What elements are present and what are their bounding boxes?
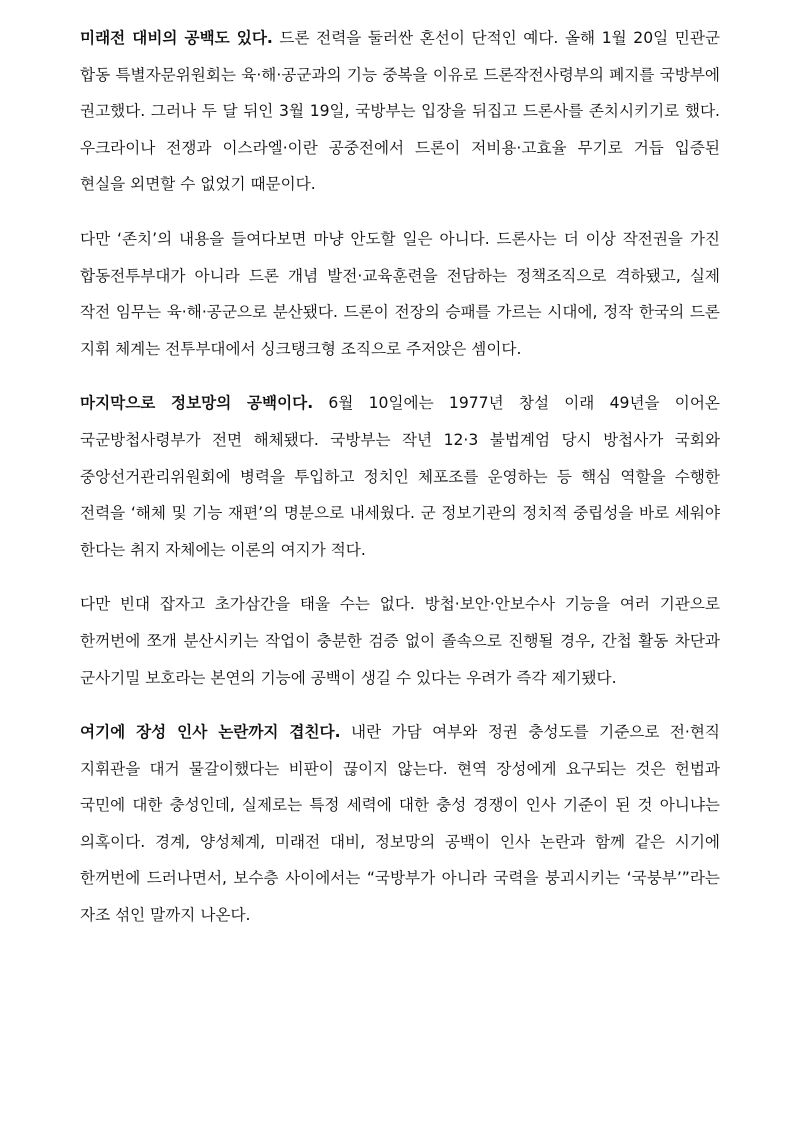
paragraph-body: 내란 가담 여부와 정권 충성도를 기준으로 전·현직 지휘관을 대거 물갈이했다는 비판이 끊이지 않는다. 현역 장성에게 요구되는 것은 헌법과 국민에 대한 충성인데, 실제로는 특정 세력에 대한 충성 경쟁이 인사 기준이 된 것 아니냐는 의혹이다. 경계, 양성체계, 미래전 대비, 정보망의 공백이 인사 논란과 함께 같은 시기에 한꺼번에 드러나면서, 보수층 사이에서는 “국방부가 아니라 국력을 붕괴시키는 ‘국붕부’”라는 자조 섞인 말까지 나온다. xyxy=(80,723,720,925)
paragraph-lead: 미래전 대비의 공백도 있다. xyxy=(80,29,273,47)
paragraph-lead: 마지막으로 정보망의 공백이다. xyxy=(80,394,314,413)
paragraph-personnel-controversy xyxy=(80,714,720,934)
paragraph-counterintel-concern xyxy=(80,586,720,696)
document-page xyxy=(80,20,720,952)
paragraph-drone-gap xyxy=(80,20,720,203)
paragraph-body: 6월 10일에는 1977년 창설 이래 49년을 이어온 국군방첩사령부가 전면 해체됐다. 국방부는 작년 12·3 불법계엄 당시 방첩사가 국회와 중앙선거관리위원회에 병력을 투입하고 정치인 체포조를 운영하는 등 핵심 역할을 수행한 전력을 ‘해체 및 기능 재편’의 명분으로 내세웠다. 군 정보기관의 정치적 중립성을 바로 세워야 한다는 취지 자체에는 이론의 여지가 적다. xyxy=(80,394,720,559)
paragraph-intelligence-gap xyxy=(80,385,720,568)
paragraph-body: 다만 ‘존치’의 내용을 들여다보면 마냥 안도할 일은 아니다. 드론사는 더 이상 작전권을 가진 합동전투부대가 아니라 드론 개념 발전·교육훈련을 전담하는 정책조직으로 격하됐고, 실제 작전 임무는 육·해·공군으로 분산됐다. 드론이 전장의 승패를 가르는 시대에, 정작 한국의 드론 지휘 체계는 전투부대에서 싱크탱크형 조직으로 주저앉은 셈이다. xyxy=(80,229,720,358)
paragraph-body: 다만 빈대 잡자고 초가삼간을 태울 수는 없다. 방첩·보안·안보수사 기능을 여러 기관으로 한꺼번에 쪼개 분산시키는 작업이 충분한 검증 없이 졸속으로 진행될 경우, 간첩 활동 차단과 군사기밀 보호라는 본연의 기능에 공백이 생길 수 있다는 우려가 즉각 제기됐다. xyxy=(80,595,720,687)
paragraph-drone-retention xyxy=(80,221,720,367)
paragraph-lead: 여기에 장성 인사 논란까지 겹친다. xyxy=(80,723,341,742)
paragraph-body: 드론 전력을 둘러싼 혼선이 단적인 예다. 올해 1월 20일 민관군 합동 특별자문위원회는 육·해·공군과의 기능 중복을 이유로 드론작전사령부의 폐지를 국방부에 권고했다. 그러나 두 달 뒤인 3월 19일, 국방부는 입장을 뒤집고 드론사를 존치시키기로 했다. 우크라이나 전쟁과 이스라엘·이란 공중전에서 드론이 저비용·고효율 무기로 거듭 입증된 현실을 외면할 수 없었기 때문이다. xyxy=(80,29,720,194)
